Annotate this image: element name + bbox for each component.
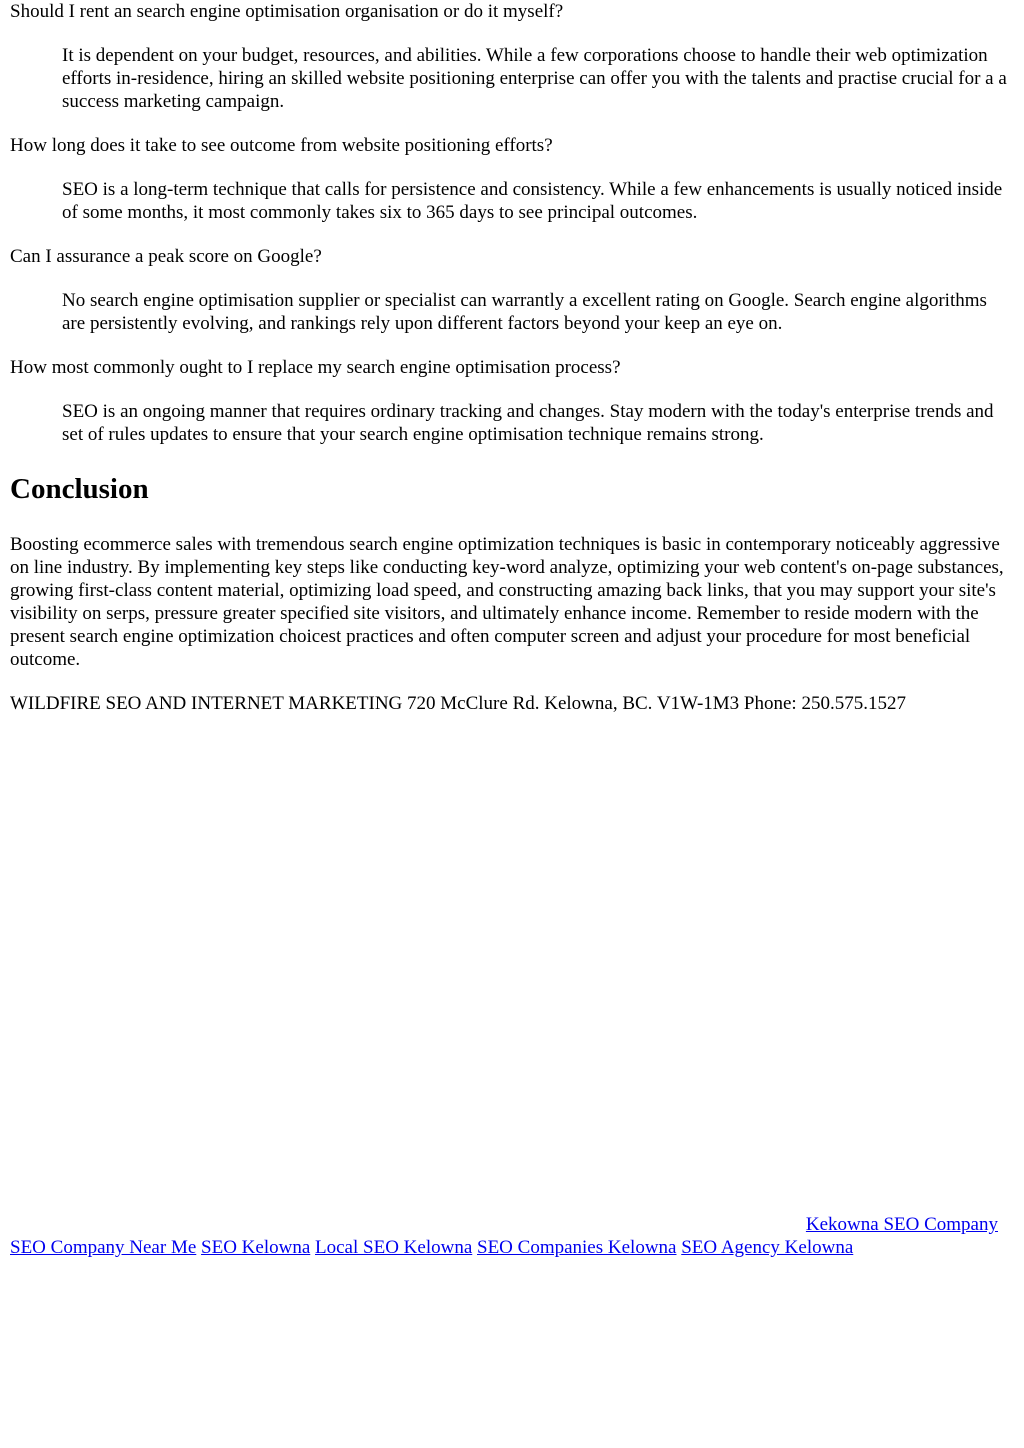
link-seo-companies-kelowna[interactable]: SEO Companies Kelowna [477,1237,677,1258]
faq-question: How most commonly ought to I replace my search engine optimisation process? [10,357,621,378]
link-kelowna-seo-company[interactable]: Kekowna SEO Company [805,1214,998,1235]
footer-links-top [10,1213,998,1236]
footer-links-bottom [10,1236,853,1259]
link-seo-agency-kelowna[interactable]: SEO Agency Kelowna [681,1237,854,1258]
link-local-seo-kelowna[interactable]: Local SEO Kelowna [315,1237,473,1258]
link-seo-kelowna[interactable]: SEO Kelowna [201,1237,311,1258]
faq-answer: SEO is a long-term technique that calls for persistence and consistency. While a few enhancements is usually noticed inside of some months, it most commonly takes six to 365 days to see principal outcomes. [62,179,1003,223]
faq-answer: No search engine optimisation supplier or specialist can warrantly a excellent rating on Google. Search engine algorithms are persistently evolving, and rankings rely upon different factors beyond your keep an eye on. [62,290,987,334]
business-address: WILDFIRE SEO AND INTERNET MARKETING 720 McClure Rd. Kelowna, BC. V1W-1M3 Phone: 250.575.1527 [10,693,906,714]
conclusion-heading: Conclusion [10,473,149,505]
conclusion-paragraph: Boosting ecommerce sales with tremendous search engine optimization techniques is basic in contemporary noticeably aggressive on line industry. By implementing key steps like conducting key-word analyze, optimizing your web content's on-page substances, growing first-class content material, optimizing load speed, and constructing amazing back links, that you may support your site's visibility on serps, pressure greater specified site visitors, and ultimately enhance income. Remember to reside modern with the present search engine optimization choicest practices and often computer screen and adjust your procedure for most beneficial outcome. [10,534,1004,670]
faq-question: Can I assurance a peak score on Google? [10,246,322,267]
faq-question: Should I rent an search engine optimisation organisation or do it myself? [10,1,564,22]
faq-answer: SEO is an ongoing manner that requires ordinary tracking and changes. Stay modern with the today's enterprise trends and set of rules updates to ensure that your search engine optimisation technique remains strong. [62,401,994,445]
faq-question: How long does it take to see outcome from website positioning efforts? [10,135,553,156]
faq-answer: It is dependent on your budget, resources, and abilities. While a few corporations choose to handle their web optimization efforts in-residence, hiring an skilled website positioning enterprise can offer you with the talents and practise crucial for a a success marketing campaign. [62,45,1007,112]
link-seo-company-near-me[interactable]: SEO Company Near Me [10,1237,197,1258]
